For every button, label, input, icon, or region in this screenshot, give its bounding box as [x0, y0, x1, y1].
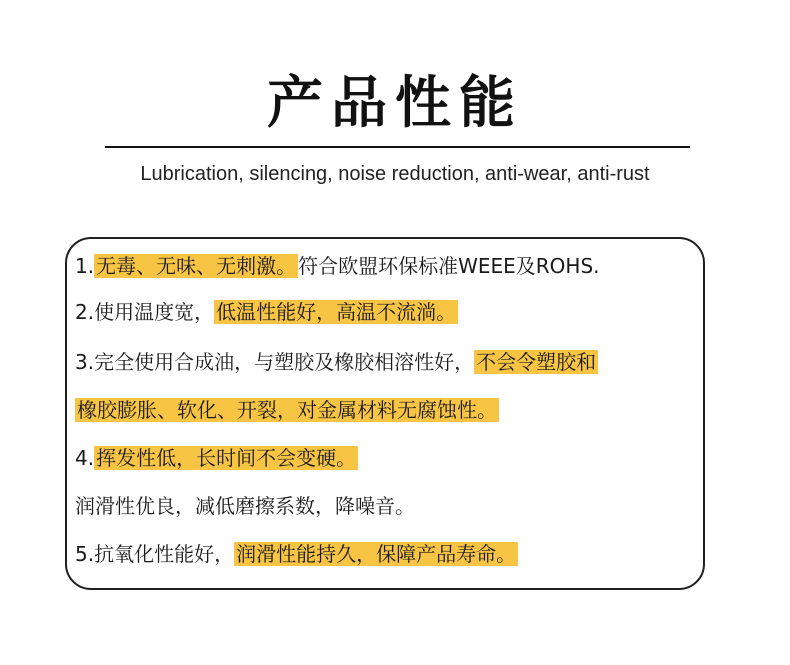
feature-text: 润滑性优良，减低磨擦系数，降噪音。 — [75, 494, 415, 518]
feature-text: 3.完全使用合成油，与塑胶及橡胶相溶性好， — [75, 350, 475, 374]
feature-line-5 — [75, 442, 358, 474]
feature-text: 符合欧盟环保标准WEEE及ROHS. — [298, 254, 600, 278]
title-divider — [105, 146, 690, 148]
feature-highlight: 低温性能好，高温不流淌。 — [216, 300, 457, 324]
feature-line-3 — [75, 346, 598, 378]
feature-line-6 — [75, 490, 415, 522]
feature-line-7 — [75, 538, 518, 570]
feature-highlight: 挥发性低，长时间不会变硬。 — [96, 446, 357, 470]
feature-line-2 — [75, 296, 458, 328]
page-subtitle: Lubrication, silencing, noise reduction, anti-wear, anti-rust — [140, 163, 650, 185]
page-title: 产品性能 — [267, 71, 523, 136]
feature-text: 4. — [75, 446, 95, 470]
feature-text: 2.使用温度宽， — [75, 300, 215, 324]
feature-text: 1. — [75, 254, 95, 278]
feature-highlight: 无毒、无味、无刺激。 — [96, 254, 297, 278]
feature-line-1 — [75, 250, 600, 282]
feature-highlight: 不会令塑胶和 — [476, 350, 597, 374]
feature-text: 5.抗氧化性能好， — [75, 542, 235, 566]
feature-highlight: 橡胶膨胀、软化、开裂，对金属材料无腐蚀性。 — [77, 398, 497, 422]
feature-highlight: 润滑性能持久，保障产品寿命。 — [236, 542, 517, 566]
feature-line-4 — [75, 394, 499, 426]
